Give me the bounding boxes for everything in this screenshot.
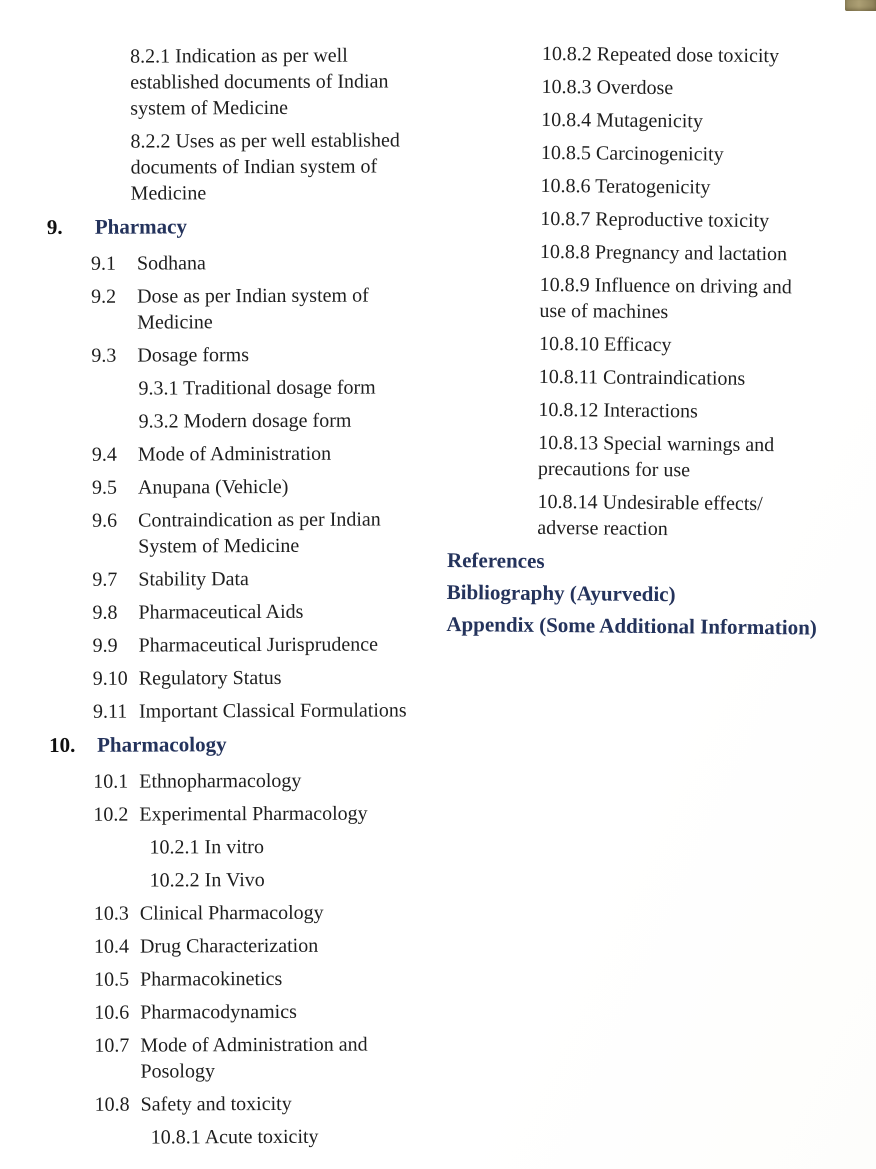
toc-entry-10-8-13: 10.8.13 Special warnings and precautions for use [537,431,775,482]
toc-entry-9-6 [42,506,462,560]
toc-entry-10-8-11: 10.8.11 Contraindications [538,365,746,390]
toc-entry-10-8-8: 10.8.8 Pregnancy and lactation [539,240,788,266]
entry-text: Dosage forms [137,344,250,367]
toc-entry-10-8-12: 10.8.12 Interactions [538,398,698,423]
entry-number: 10.3 [93,902,129,925]
toc-entry-9-3-1: 9.3.1 Traditional dosage form [138,376,376,400]
entry-number: 9.11 [92,700,128,723]
entry-text: Anupana (Vehicle) [137,475,289,499]
toc-entry-8-2-1: 8.2.1 Indication as per well established documents of Indian system of Medicine [130,44,389,120]
entry-number: 9.5 [91,476,117,499]
entry-text: Regulatory Status [138,666,282,690]
toc-entry-10-8-4: 10.8.4 Mutagenicity [541,108,703,133]
entry-text: Pharmaceutical Jurisprudence [138,633,379,657]
bibliography-heading: Bibliography (Ayurvedic) [446,579,676,607]
toc-entry-9-11 [43,697,463,725]
toc-entry-8-2-2: 8.2.2 Uses as per well established documents of Indian system of Medicine [130,129,400,205]
entry-number: 10.7 [94,1034,130,1057]
toc-entry-9-5 [42,473,462,501]
entry-text: Stability Data [138,568,249,591]
appendix-heading: Appendix (Some Additional Information) [446,611,817,640]
toc-section-10-heading [43,730,463,759]
entry-text: Pharmacodynamics [140,1000,297,1024]
toc-entry-10-2-2: 10.2.2 In Vivo [149,869,265,892]
entry-number: 9.6 [92,509,118,532]
entry-text: Safety and toxicity [140,1092,292,1116]
entry-number: 9.1 [90,252,117,275]
toc-entry-10-1 [43,767,463,795]
toc-entry-10-8-5: 10.8.5 Carcinogenicity [540,141,724,166]
toc-entry-10-2-1: 10.2.1 In vitro [149,836,264,859]
toc-entry-10-8-10: 10.8.10 Efficacy [538,332,672,357]
toc-entry-9-4 [42,440,462,468]
entry-number: 9.9 [92,634,118,657]
toc-entry-9-3 [41,341,461,369]
entry-number: 10.8 [94,1093,130,1116]
entry-text: Sodhana [136,252,206,275]
toc-section-9-heading [41,212,461,241]
entry-number: 9.10 [92,667,128,690]
entry-number: 10.1 [93,770,129,793]
entry-text: Important Classical Formulations [138,699,407,723]
toc-entry-10-4 [44,932,464,960]
section-number: 9. [46,214,63,239]
toc-entry-10-8-6: 10.8.6 Teratogenicity [540,174,711,199]
toc-entry-10-7 [44,1031,464,1085]
entry-number: 9.2 [91,285,117,308]
entry-number: 9.8 [92,601,118,624]
entry-number: 9.7 [92,568,118,591]
toc-entry-10-8-3: 10.8.3 Overdose [541,75,674,100]
entry-text: Dose as per Indian system of Medicine [137,284,369,334]
entry-text: Drug Characterization [139,934,319,958]
toc-entry-10-8-9: 10.8.9 Influence on driving and use of machines [539,273,792,324]
entry-text: Pharmaceutical Aids [138,600,304,624]
toc-entry-9-10 [43,664,463,692]
toc-entry-10-5 [44,965,464,993]
entry-number: 10.6 [94,1001,130,1024]
entry-number: 10.2 [93,803,129,826]
toc-entry-10-8-7: 10.8.7 Reproductive toxicity [540,207,770,233]
entry-text: Experimental Pharmacology [139,802,368,826]
entry-number: 10.4 [93,935,129,958]
toc-entry-10-8-14: 10.8.14 Undesirable effects/ adverse reaction [537,490,763,541]
entry-number: 9.4 [91,443,117,466]
toc-entry-9-8 [42,598,462,626]
entry-text: Clinical Pharmacology [139,901,324,925]
toc-entry-9-9 [43,631,463,659]
toc-left-column [40,42,465,1158]
entry-text: Contraindication as per Indian System of Medicine [138,508,381,558]
toc-entry-10-8-1: 10.8.1 Acute toxicity [150,1125,319,1149]
toc-entry-9-7 [42,565,462,593]
entry-text: Mode of Administration [137,442,332,466]
toc-entry-9-2 [41,282,461,336]
section-number: 10. [49,732,76,757]
entry-number: 9.3 [91,344,117,367]
toc-entry-10-6 [44,998,464,1026]
entry-text: Pharmacokinetics [140,967,283,991]
toc-entry-10-2 [43,800,463,828]
references-heading: References [446,547,545,573]
toc-entry-10-3 [44,899,464,927]
toc-entry-10-8 [45,1090,465,1118]
entry-number: 10.5 [94,968,130,991]
section-label: Pharmacology [97,732,227,757]
section-label: Pharmacy [94,214,188,239]
entry-text: Mode of Administration and Posology [140,1033,368,1083]
scan-artifact [845,0,876,11]
toc-right-column [444,40,876,647]
toc-entry-9-3-2: 9.3.2 Modern dosage form [138,409,352,433]
toc-entry-10-8-2: 10.8.2 Repeated dose toxicity [541,42,780,68]
entry-text: Ethnopharmacology [139,769,302,793]
toc-entry-9-1 [41,249,461,277]
